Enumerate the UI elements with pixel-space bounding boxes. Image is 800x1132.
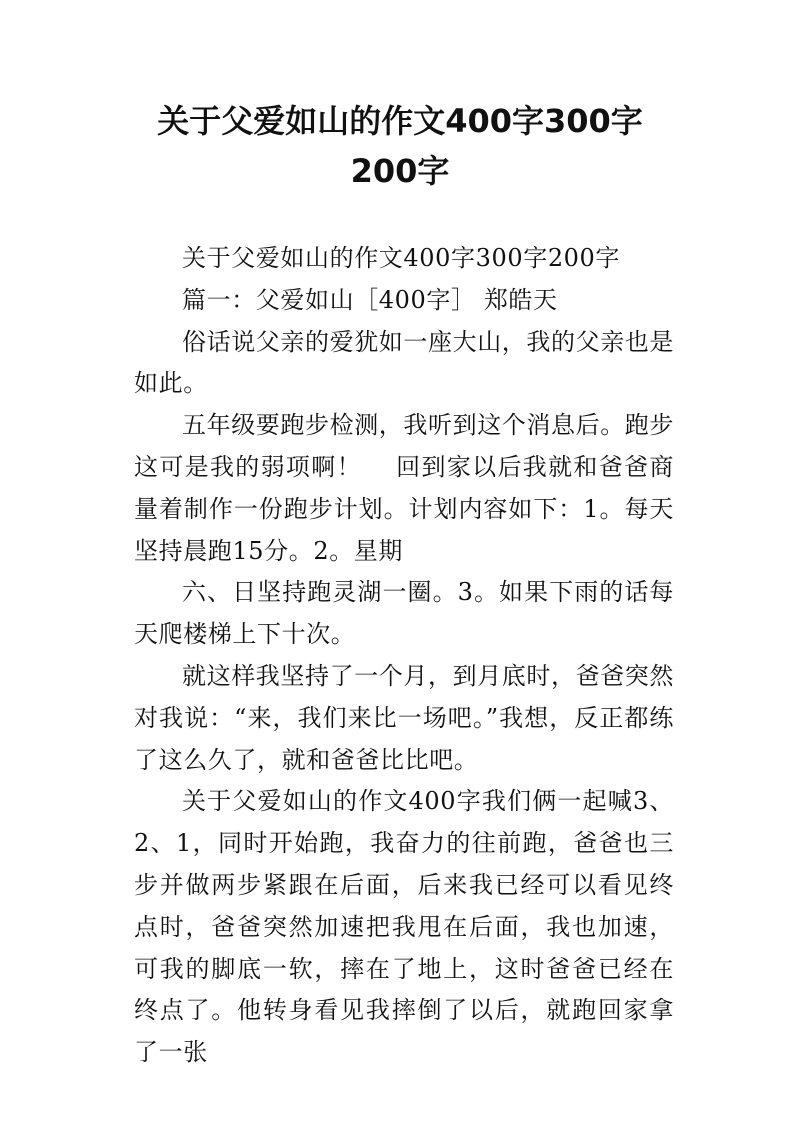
document-body: [134, 238, 674, 1074]
title-line-2: 200字: [350, 152, 450, 190]
paragraph: 六、日坚持跑灵湖一圈。3。如果下雨的话每天爬楼梯上下十次。: [134, 578, 674, 649]
paragraph: 五年级要跑步检测，我听到这个消息后。跑步这可是我的弱项啊！ 回到家以后我就和爸爸商量着制作一份跑步计划。计划内容如下：1。每天坚持晨跑15分。2。星期: [134, 411, 674, 565]
paragraph: 关于父爱如山的作文400字我们俩一起喊3、2、1，同时开始跑，我奋力的往前跑，爸爸也三步并做两步紧跟在后面，后来我已经可以看见终点时，爸爸突然加速把我甩在后面，我也加速，可我的脚底一软，摔在了地上，这时爸爸已经在终点了。他转身看见我摔倒了以后，就跑回家拿了一张: [134, 787, 674, 1067]
document-title: [100, 96, 700, 196]
paragraph: 俗话说父亲的爱犹如一座大山，我的父亲也是如此。: [134, 327, 674, 398]
paragraph-section-heading: 篇一：父爱如山［400字］ 郑皓天: [182, 285, 558, 314]
paragraph-subtitle: 关于父爱如山的作文400字300字200字: [182, 244, 621, 272]
title-line-1: 关于父爱如山的作文400字300字: [157, 102, 643, 140]
paragraph: 就这样我坚持了一个月，到月底时，爸爸突然对我说：“来，我们来比一场吧。”我想，反正都练了这么久了，就和爸爸比比吧。: [134, 661, 674, 774]
